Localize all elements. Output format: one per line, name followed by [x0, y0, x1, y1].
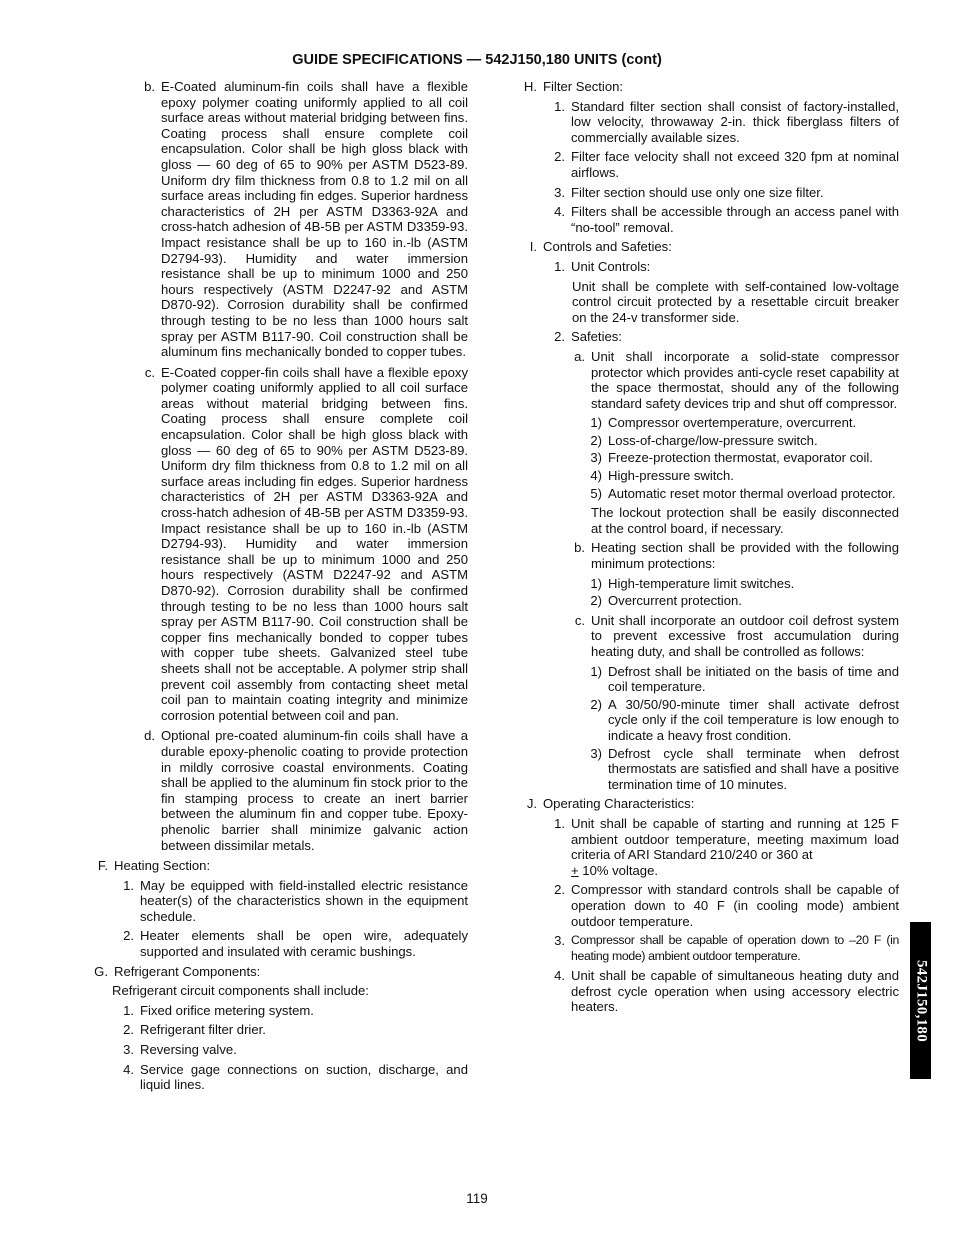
safeties-b-item-1: [515, 576, 899, 592]
section-heating: [78, 858, 468, 874]
item-number: b.: [574, 540, 585, 556]
section-letter: J.: [526, 796, 537, 812]
item-text: Fixed orifice metering system.: [140, 1002, 314, 1018]
side-tab: [910, 922, 931, 1079]
filter-item-1: [515, 99, 899, 146]
item-number: 3.: [123, 1042, 134, 1058]
operating-item-1: [515, 816, 899, 878]
item-number: 1.: [123, 1002, 134, 1018]
item-number: 3): [590, 450, 602, 466]
coil-item-b: [78, 79, 468, 360]
item-number: 2.: [554, 149, 565, 165]
refrigerant-item-3: [78, 1042, 468, 1058]
item-text: Service gage connections on suction, discharge, and liquid lines.: [140, 1061, 468, 1093]
section-label: Operating Characteristics:: [543, 796, 695, 812]
heating-item-2: [78, 928, 468, 959]
item-text: A 30/50/90-minute timer shall activate defrost cycle only if the coil temperature is low enough to indicate a heavy frost condition.: [608, 696, 899, 743]
item-number: c.: [144, 364, 155, 380]
item-number: 3): [590, 745, 602, 761]
unit-controls-heading: [515, 259, 899, 275]
safeties-b-item-2: [515, 593, 899, 609]
item-text: Defrost shall be initiated on the basis of time and coil temperature.: [608, 663, 899, 695]
section-label: Controls and Safeties:: [543, 239, 672, 255]
section-operating: [515, 796, 899, 812]
item-number: 2.: [554, 882, 565, 898]
coil-item-c: [78, 365, 468, 724]
page-number: 119: [466, 1191, 488, 1206]
item-text: Defrost cycle shall terminate when defrost thermostats are satisfied and shall have a positive termination time of 10 minutes.: [608, 745, 899, 792]
safeties-a-item-5: [515, 486, 899, 502]
item-text: Compressor overtemperature, overcurrent.: [608, 415, 857, 431]
safeties-c-item-1: [515, 664, 899, 695]
filter-item-2: [515, 149, 899, 180]
safeties-a-item-4: [515, 468, 899, 484]
item-text: High-pressure switch.: [608, 468, 734, 484]
item-number: 1.: [123, 877, 134, 893]
item-text: Refrigerant filter drier.: [140, 1022, 266, 1038]
item-number: 2): [590, 432, 602, 448]
item-text: [571, 816, 899, 878]
item-text: Standard filter section shall consist of factory-installed, low velocity, throwaway 2-in. thick fiberglass filters of commercially available sizes.: [571, 98, 899, 145]
item-number: 2): [590, 696, 602, 712]
item-text: Freeze-protection thermostat, evaporator coil.: [608, 450, 873, 466]
item-text: Unit shall incorporate a solid-state compressor protector which provides anti-cycle reset capability at the space thermostat, should any of the following standard safety devices trip and shut off compressor.: [591, 348, 899, 411]
filter-item-3: [515, 185, 899, 201]
item-text: Heating section shall be provided with the following minimum protections:: [591, 540, 899, 572]
filter-item-4: [515, 204, 899, 235]
item-text: E-Coated aluminum-fin coils shall have a flexible epoxy polymer coating uniformly applied to all coil surface areas without material bridging between fins. Coating process shall ensure complete coil encapsulation. Color shall be high gloss black with gloss — 60 deg of 65 to 90% per ASTM D523-89. Uniform dry film thickness from 0.8 to 1.2 mil on all surface areas including fin edges. Superior hardness characteristics of 2H per ASTM D3363-92A and cross-hatch adhesion of 4B-5B per ASTM D3359-93. Impact resistance shall be up to 160 in.-lb (ASTM D2794-93). Humidity and water immersion resistance shall be up to minimum 1000 and 250 hours respectively (ASTM D2247-92 and ASTM D870-92). Corrosion durability shall be confirmed through testing to be no less than 1000 hours salt spray per ASTM B117-90. Coil construction shall be aluminum fins mechanically bonded to copper tubes.: [161, 79, 468, 360]
refrigerant-item-2: [78, 1022, 468, 1038]
item-text: Optional pre-coated aluminum-fin coils shall have a durable epoxy-phenolic coating to provide protection in mildly corrosive coastal environments. Coating shall be applied to the aluminum fin stock prior to the fin stamping process to create an inert barrier between the aluminum fin and copper tube. Epoxy-phenolic barrier shall minimize galvanic action between dissimilar metals.: [161, 728, 468, 853]
item-text: Filters shall be accessible through an access panel with “no-tool” removal.: [571, 204, 899, 235]
item-number: 4): [590, 468, 602, 484]
section-label: Refrigerant Components:: [114, 963, 261, 979]
safeties-a-item-2: [515, 433, 899, 449]
unit-controls-text: Unit shall be complete with self-contained low-voltage control circuit protected by a resettable circuit breaker on the 24-v transformer side.: [572, 278, 899, 325]
item-label: Safeties:: [571, 329, 622, 345]
item-text: Filter face velocity shall not exceed 320 fpm at nominal airflows.: [571, 149, 899, 180]
heating-item-1: [78, 878, 468, 925]
page-title: GUIDE SPECIFICATIONS — 542J150,180 UNITS (cont): [292, 52, 662, 68]
item-text: May be equipped with field-installed electric resistance heater(s) of the characteristics shown in the equipment schedule.: [140, 877, 468, 924]
plus-minus-symbol: +: [571, 862, 579, 878]
item-text: Compressor shall be capable of operation down to –20 F (in heating mode) ambient outdoor temperature.: [571, 933, 899, 963]
section-label: Filter Section:: [543, 79, 624, 94]
item-number: 4.: [123, 1061, 134, 1077]
item-text-main: Unit shall be capable of starting and running at 125 F ambient outdoor temperature, meeting maximum load criteria of ARI Standard 210/240 or 360 at: [571, 815, 899, 863]
section-letter: G.: [94, 963, 108, 979]
safeties-a-item-1: [515, 415, 899, 431]
refrigerant-item-1: [78, 1003, 468, 1019]
safeties-c-item-3: [515, 746, 899, 793]
item-number: 2.: [123, 1022, 134, 1038]
item-number: 2.: [123, 928, 134, 944]
item-number: d.: [144, 728, 155, 744]
item-text: Unit shall incorporate an outdoor coil defrost system to prevent excessive frost accumulation during heating duty, and shall be controlled as follows:: [591, 612, 899, 659]
safeties-b: [515, 540, 899, 571]
item-number: 2.: [554, 329, 565, 345]
item-number: 1): [590, 575, 602, 591]
item-text: Compressor with standard controls shall be capable of operation down to 40 F (in cooling mode) ambient outdoor temperature.: [571, 882, 899, 929]
item-text: Loss-of-charge/low-pressure switch.: [608, 432, 818, 448]
item-number: 3.: [554, 933, 565, 949]
item-text-tail: 10% voltage.: [578, 862, 658, 878]
item-number: c.: [574, 612, 585, 628]
item-number: 4.: [554, 204, 565, 220]
item-text: Filter section should use only one size filter.: [571, 184, 824, 200]
lockout-note: The lockout protection shall be easily disconnected at the control board, if necessary.: [591, 505, 899, 536]
item-number: 1.: [554, 98, 565, 114]
item-number: 3.: [554, 184, 565, 200]
item-text: Overcurrent protection.: [608, 593, 742, 609]
refrigerant-intro: Refrigerant circuit components shall include:: [112, 983, 369, 999]
side-tab-label: 542J150,180: [913, 959, 929, 1042]
operating-item-3: [515, 933, 899, 964]
item-number: 2): [590, 593, 602, 609]
item-text: Automatic reset motor thermal overload protector.: [608, 485, 896, 501]
item-text: Reversing valve.: [140, 1042, 237, 1058]
section-letter: H.: [523, 79, 537, 94]
left-column: [78, 79, 468, 1093]
item-number: 4.: [554, 968, 565, 984]
item-label: Unit Controls:: [571, 258, 651, 274]
item-text: Unit shall be capable of simultaneous heating duty and defrost cycle operation when using accessory electric heaters.: [571, 968, 899, 1015]
section-filter: [515, 79, 899, 95]
refrigerant-item-4: [78, 1062, 468, 1093]
coil-item-d: [78, 728, 468, 853]
item-text: E-Coated copper-fin coils shall have a flexible epoxy polymer coating uniformly applied to all coil surface areas without material bridging between fins. Coating process shall ensure complete coil encapsulation. Color shall be high gloss black with gloss — 60 deg of 65 to 90% per ASTM D523-89. Uniform dry film thickness from 0.8 to 1.2 mil on all surface areas including fin edges. Superior hardness characteristics of 2H per ASTM D3363-92A and cross-hatch adhesion of 4B-5B per ASTM D3359-93. Impact resistance shall be up to 160 in.-lb (ASTM D2794-93). Humidity and water immersion resistance shall be up to minimum 1000 and 250 hours respectively (ASTM D2247-92 and ASTM D870-92). Corrosion durability shall be confirmed through testing to be no less than 1000 hours salt spray per ASTM B117-90. Coil construction shall be copper fins mechanically bonded to copper tubes with copper tube sheets. Galvanized steel tube sheets shall not be acceptable. A polymer strip shall prevent coil assembly from contacting sheet metal coil pan to maintain coating integrity and minimize corrosion potential between coil and pan.: [161, 364, 468, 723]
safeties-a-item-3: [515, 450, 899, 466]
item-number: 1.: [554, 258, 565, 274]
operating-item-2: [515, 882, 899, 929]
section-controls: [515, 239, 899, 255]
item-text: High-temperature limit switches.: [608, 575, 795, 591]
item-number: 5): [590, 485, 602, 501]
operating-item-4: [515, 968, 899, 1015]
section-refrigerant: [78, 964, 468, 980]
item-number: 1.: [554, 815, 565, 831]
section-letter: I.: [529, 239, 537, 255]
item-text: Heater elements shall be open wire, adequately supported and insulated with ceramic bushings.: [140, 928, 468, 960]
section-label: Heating Section:: [114, 858, 211, 874]
section-letter: F.: [97, 858, 108, 874]
safeties-c: [515, 613, 899, 660]
item-number: a.: [574, 348, 585, 364]
item-number: 1): [590, 415, 602, 431]
safeties-heading: [515, 329, 899, 345]
safeties-c-item-2: [515, 697, 899, 744]
item-number: 1): [590, 663, 602, 679]
item-number: b.: [144, 79, 155, 94]
safeties-a: [515, 349, 899, 411]
right-column: [515, 79, 899, 1015]
